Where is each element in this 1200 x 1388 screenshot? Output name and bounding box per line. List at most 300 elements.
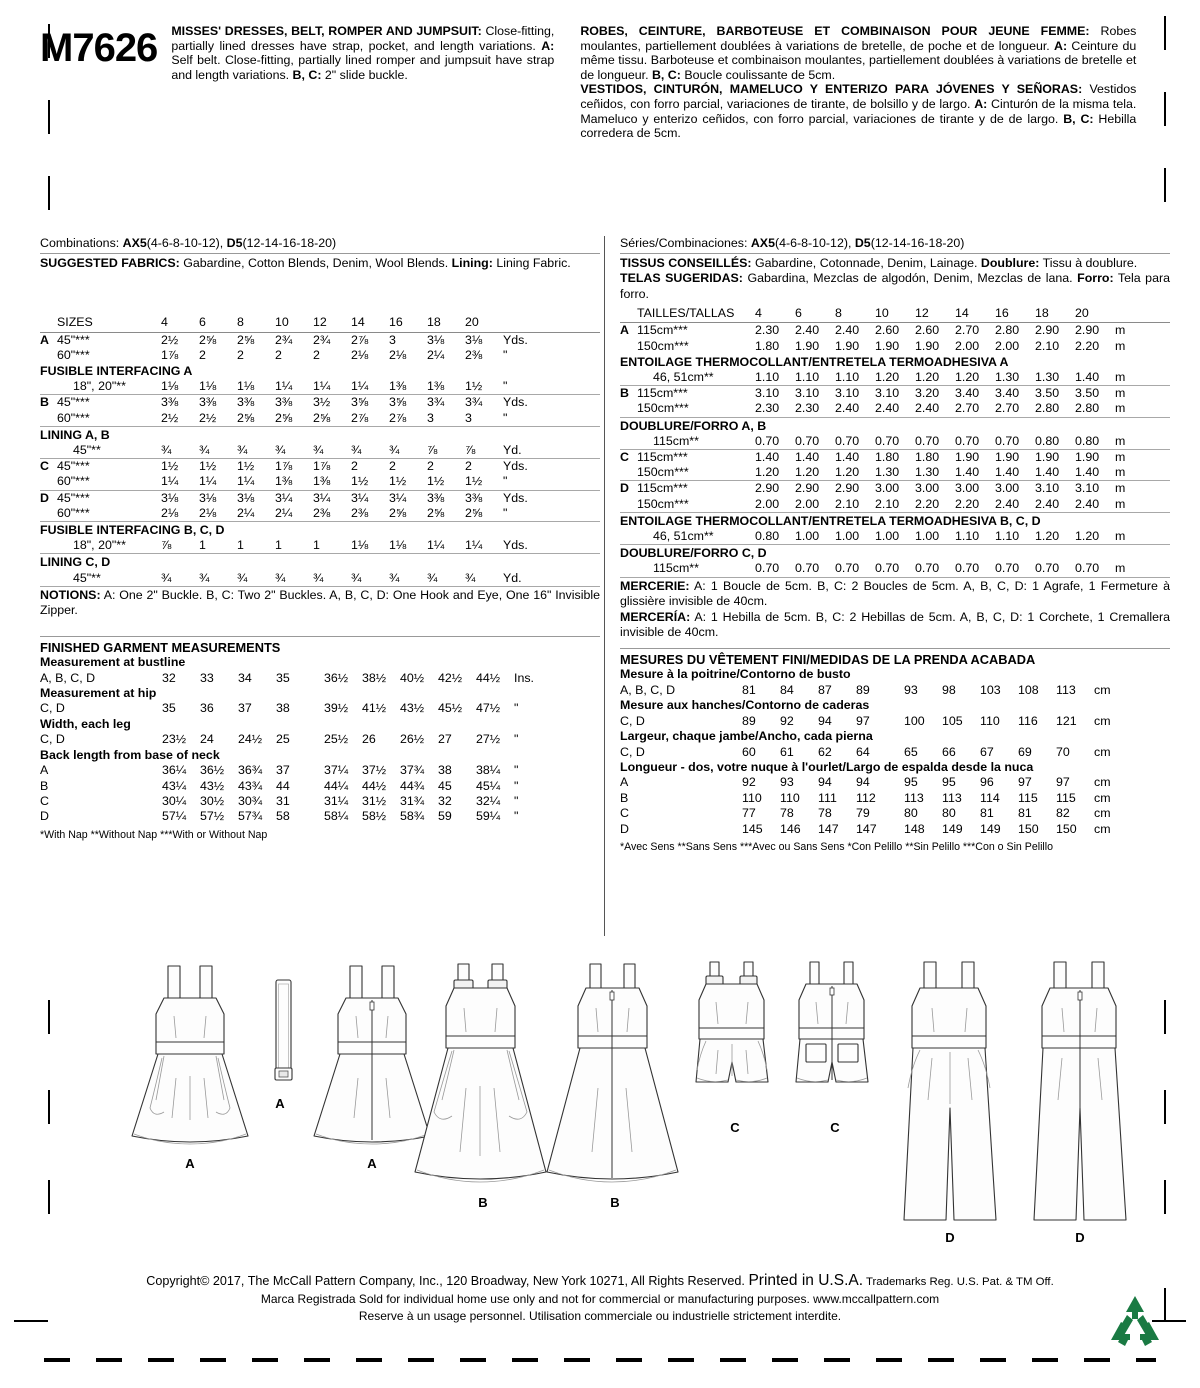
fgm-value: 80 [942, 806, 956, 821]
yardage-row [620, 401, 1170, 417]
fgm-value: 147 [856, 821, 877, 836]
yardage-value: 1⅞ [161, 347, 179, 362]
yardage-value: ⅞ [465, 443, 503, 459]
fgm-value: 27½ [476, 732, 501, 747]
yardage-value: 2⅝ [427, 506, 465, 522]
suggested-fabrics-fr [620, 256, 1170, 271]
yardage-row [40, 379, 600, 395]
width-label: 18", 20"** [57, 538, 161, 554]
yardage-value: 1 [275, 538, 313, 554]
yardage-value: 2.20 [1075, 338, 1100, 353]
figure-a-belt [268, 976, 298, 1111]
yardage-value: 3.00 [915, 481, 940, 496]
yardage-value: 1.00 [875, 529, 915, 545]
view-letter [620, 561, 637, 577]
yardage-value: 2⅜ [313, 506, 351, 522]
size-header: 20 [465, 315, 503, 332]
yardage-unit: m [1115, 561, 1170, 577]
yardage-value: 1.90 [995, 450, 1020, 465]
unit-header [503, 315, 600, 332]
width-label: 18", 20"** [57, 379, 161, 395]
figure-label: B [478, 1195, 488, 1210]
combination-code-d5: D5 [226, 236, 243, 250]
yardage-row [40, 506, 600, 522]
figure-label: A [367, 1156, 377, 1171]
fgm-unit: " [514, 732, 519, 747]
yardage-value: 1¼ [465, 538, 503, 554]
size-header: 4 [755, 306, 795, 323]
fgm-value: 149 [980, 821, 1001, 836]
yardage-unit: Yd. [503, 571, 600, 587]
yardage-value: 1.80 [755, 338, 780, 353]
yardage-value: 1½ [161, 459, 179, 474]
lining-text: Lining Fabric. [492, 256, 571, 270]
fgm-value: 43½ [200, 778, 225, 793]
yardage-value: 2.40 [1035, 497, 1075, 513]
yardage-value: 3.00 [995, 481, 1020, 496]
view-letter [40, 443, 57, 459]
size-header: 6 [795, 306, 835, 323]
yardage-row [620, 561, 1170, 577]
desc-en-body: Close-fitting, partially lined dresses have strap, pocket, and length variations. [171, 24, 555, 53]
yardage-value: ¾ [313, 571, 351, 587]
desc-en-a-label: A: [541, 38, 555, 53]
fgm-value: 121 [1056, 713, 1077, 728]
size-header: 16 [389, 315, 427, 332]
fgm-value: 150 [1056, 821, 1077, 836]
yardage-value: 2 [275, 347, 282, 362]
fgm-value: 69 [1018, 744, 1032, 759]
yardage-value: 1¼ [427, 538, 465, 554]
yardage-value: 1.40 [795, 450, 820, 465]
yardage-value: 1½ [465, 474, 503, 490]
size-header: 16 [995, 306, 1035, 323]
fgm-value: 32 [438, 793, 452, 808]
fgm-value: 95 [904, 775, 918, 790]
yardage-value: 2¼ [275, 506, 313, 522]
fgm-value: 89 [742, 713, 756, 728]
yardage-value: 2⅝ [465, 506, 503, 522]
yardage-value: ¾ [389, 443, 427, 459]
combination-code-ax5: AX5 [122, 236, 147, 250]
fgm-value: 93 [780, 775, 794, 790]
fgm-subhead: Mesure à la poitrine/Contorno de busto [620, 667, 851, 682]
yardage-value: 2.40 [995, 497, 1035, 513]
yardage-unit: m [1115, 434, 1170, 450]
fgm-row [40, 732, 600, 747]
combinations-fr-label: Séries/Combinaciones: [620, 236, 751, 250]
width-label: 45"** [57, 571, 161, 587]
width-label: 115cm*** [637, 481, 688, 496]
yardage-value: 1.90 [955, 450, 980, 465]
yardage-value: 1.30 [915, 465, 955, 481]
yardage-value: 1.10 [955, 529, 995, 545]
trademark-text: Trademarks Reg. U.S. Pat. & TM Off. [863, 1276, 1054, 1288]
desc-en-bc-text: 2" slide buckle. [321, 67, 408, 82]
yardage-value: 1.90 [1035, 450, 1060, 465]
yardage-value: 1⅛ [161, 379, 199, 395]
yardage-value: 3⅛ [427, 332, 445, 347]
yardage-value: 3.50 [1075, 386, 1100, 401]
view-letter [620, 434, 637, 450]
view-letter [620, 401, 637, 417]
yardage-value: 0.70 [755, 561, 795, 577]
yardage-section-header: LINING A, B [40, 427, 110, 442]
yardage-value: 0.70 [835, 434, 875, 450]
yardage-value: 3¼ [275, 490, 293, 505]
yardage-value: ⅞ [161, 538, 199, 554]
telas-sugeridas-title: TELAS SUGERIDAS: [620, 271, 743, 286]
fgm-value: 31 [276, 793, 290, 808]
yardage-value: 1⅛ [199, 379, 237, 395]
yardage-value: 1½ [465, 379, 503, 395]
fgm-value: 23½ [162, 732, 187, 747]
yardage-section-header: LINING C, D [40, 555, 111, 570]
view-letter: D [620, 481, 629, 496]
view-letter [620, 497, 637, 513]
size-header: 10 [275, 315, 313, 332]
fgm-value: 78 [818, 806, 832, 821]
yardage-table-metric [620, 306, 1170, 577]
yardage-value: ¾ [275, 571, 313, 587]
yardage-value: 1¼ [199, 474, 237, 490]
desc-es-heading: VESTIDOS, CINTURÓN, MAMELUCO Y ENTERIZO PARA JÓVENES Y SEÑORAS: [580, 82, 1083, 97]
yardage-value: 2.20 [915, 497, 955, 513]
fgm-value: 81 [742, 682, 756, 697]
yardage-value: ¾ [465, 571, 503, 587]
combination-code-d5-fr: D5 [854, 236, 871, 250]
yardage-value: 1⅛ [389, 538, 427, 554]
fgm-row [620, 775, 1170, 790]
yardage-unit: " [503, 506, 600, 522]
yardage-value: 3⅝ [389, 395, 407, 410]
yardage-value: 1½ [427, 474, 465, 490]
yardage-unit: m [1115, 386, 1126, 401]
yardage-value: 2.10 [875, 497, 915, 513]
view-letter [40, 474, 57, 490]
yardage-value: 2 [465, 459, 472, 474]
yardage-value: 2.70 [995, 401, 1035, 417]
fgm-gap [314, 671, 324, 686]
fgm-view-label: C, D [40, 701, 65, 716]
sizes-header-cell [620, 306, 637, 323]
footer [0, 1272, 1200, 1325]
yardage-value: 1.40 [1075, 465, 1115, 481]
fgm-gap [314, 794, 324, 809]
yardage-row [40, 395, 600, 411]
fgm-value: 108 [1018, 682, 1039, 697]
tissus-conseilles-text: Gabardine, Cotonnade, Denim, Lainage. [751, 256, 981, 270]
yardage-section-header: DOUBLURE/FORRO C, D [620, 546, 767, 561]
yardage-value: 3.50 [1035, 386, 1060, 401]
view-letter [620, 339, 637, 354]
yardage-unit: m [1115, 323, 1126, 338]
fgm-value: 44¾ [400, 778, 425, 793]
fgm-value: 110 [780, 790, 800, 805]
yardage-value: ¾ [199, 443, 237, 459]
yardage-value: 3.00 [875, 481, 900, 496]
yardage-value: 2⅝ [275, 411, 313, 427]
desc-es-a-label: A: [974, 96, 988, 111]
fgm-gap [894, 683, 904, 698]
fgm-subhead: Measurement at bustline [40, 655, 186, 670]
yardage-value: 2.20 [955, 497, 995, 513]
fgm-view-label: A [40, 763, 49, 778]
yardage-value: 0.70 [875, 561, 915, 577]
yardage-value: 1¼ [313, 379, 351, 395]
fgm-view-label: D [40, 809, 49, 824]
fgm-unit: " [514, 793, 519, 808]
fgm-value: 25 [276, 732, 290, 747]
size-header: 10 [875, 306, 915, 323]
fgm-gap [894, 714, 904, 729]
fgm-value: 43¾ [238, 778, 263, 793]
yardage-value: 2.40 [795, 323, 820, 338]
copyright-text: Copyright© 2017, The McCall Pattern Company, Inc., 120 Broadway, New York 10271, All Rights Reserved. [146, 1274, 749, 1288]
fgm-value: 147 [818, 821, 839, 836]
footer-line-2: Marca Registrada Sold for individual home use only and not for commercial or manufacturing purposes. www.mccallpattern.com [260, 1292, 940, 1306]
desc-es-bc-label: B, C: [1063, 111, 1094, 126]
view-letter [40, 379, 57, 395]
yardage-value: ¾ [161, 571, 199, 587]
mercerie-title: MERCERIE: [620, 578, 690, 593]
fgm-value: 81 [980, 806, 994, 821]
figure-label: C [730, 1120, 740, 1135]
fgm-value: 26 [362, 732, 376, 747]
yardage-value: 1⅛ [237, 379, 275, 395]
notions-en [40, 588, 600, 618]
fgm-value: 111 [818, 790, 837, 805]
fgm-value: 39½ [324, 701, 349, 716]
yardage-value: 0.70 [795, 561, 835, 577]
sizes-header: TAILLES/TALLAS [637, 306, 755, 323]
fgm-gap [894, 775, 904, 790]
yardage-value: 2½ [161, 332, 179, 347]
fgm-subhead: Longueur - dos, votre nuque à l'ourlet/Largo de espalda desde la nuca [620, 759, 1034, 774]
yardage-value: 2.00 [795, 497, 835, 513]
fgm-value: 70 [1056, 744, 1070, 759]
fgm-gap [894, 806, 904, 821]
yardage-value: 2⅛ [161, 506, 199, 522]
combination-sizes-ax5: (4-6-8-10-12), [146, 236, 227, 250]
fgm-gap [314, 763, 324, 778]
yardage-value: 2.80 [1075, 401, 1115, 417]
fgm-unit: cm [1094, 744, 1111, 759]
yardage-value: 1.80 [875, 450, 900, 465]
yardage-value: 1 [313, 538, 351, 554]
fgm-row [620, 745, 1170, 760]
fgm-value: 38¼ [476, 763, 501, 778]
view-letter [620, 370, 637, 386]
fgm-view-label: A, B, C, D [40, 670, 96, 685]
yardage-value: 1.10 [835, 370, 875, 386]
yardage-value: 2.00 [755, 497, 795, 513]
fgm-view-label: A, B, C, D [620, 682, 676, 697]
sizes-header: SIZES [57, 315, 161, 332]
yardage-value: 3⅛ [465, 332, 483, 347]
yardage-value: 1.20 [795, 465, 835, 481]
yardage-value: 2.40 [875, 401, 915, 417]
width-label: 115cm*** [637, 323, 688, 338]
yardage-value: 2.40 [915, 401, 955, 417]
width-label: 46, 51cm** [637, 370, 755, 386]
fgm-value: 44 [276, 778, 290, 793]
fgm-value: 89 [856, 682, 870, 697]
yardage-value: 2.90 [795, 481, 820, 496]
yardage-value: 3⅜ [427, 490, 445, 505]
figure-label: A [185, 1156, 195, 1171]
fgm-value: 25½ [324, 732, 349, 747]
yardage-value: 3⅛ [199, 490, 217, 505]
yardage-row [620, 323, 1170, 339]
fgm-value: 42½ [438, 670, 463, 685]
fgm-row [40, 794, 600, 809]
yardage-row [620, 339, 1170, 354]
yardage-value: ⅞ [427, 443, 465, 459]
view-letter: B [620, 386, 629, 401]
fgm-value: 113 [942, 790, 962, 805]
yardage-value: 3.40 [995, 386, 1020, 401]
yardage-value: 3⅛ [237, 490, 255, 505]
yardage-value: 2⅝ [237, 411, 275, 427]
desc-fr-colon: : [1085, 24, 1090, 38]
fgm-title-fr: MESURES DU VÊTEMENT FINI/MEDIDAS DE LA PRENDA ACABADA [620, 652, 1036, 668]
desc-en-a-text: Self belt. Close-fitting, partially lined romper and jumpsuit have strap and length variations. [171, 53, 555, 82]
yardage-row [40, 474, 600, 490]
column-french-spanish [610, 236, 1170, 853]
size-header: 8 [237, 315, 275, 332]
yardage-value: 1.40 [1075, 370, 1115, 386]
fgm-value: 30½ [200, 793, 225, 808]
tissus-conseilles-title: TISSUS CONSEILLÉS: [620, 256, 752, 270]
yardage-value: 2⅛ [199, 506, 237, 522]
yardage-value: 3.10 [1035, 481, 1060, 496]
yardage-unit: " [503, 474, 600, 490]
yardage-value: 0.70 [875, 434, 915, 450]
fgm-gap [894, 791, 904, 806]
yardage-value: 2.90 [755, 481, 780, 496]
fgm-unit: cm [1094, 806, 1111, 821]
figure-label: B [610, 1195, 620, 1210]
fgm-value: 105 [942, 713, 963, 728]
yardage-value: 2⅞ [351, 411, 389, 427]
fgm-value: 67 [980, 744, 994, 759]
fgm-value: 35 [276, 670, 290, 685]
fgm-value: 36½ [200, 763, 225, 778]
fgm-value: 38 [438, 763, 452, 778]
crop-tick [1164, 168, 1166, 202]
width-label: 150cm*** [637, 497, 755, 513]
fgm-value: 37 [276, 763, 290, 778]
footer-line-3: Reserve à un usage personnel. Utilisation commerciale ou industrielle strictement interdite. [358, 1309, 842, 1323]
fgm-row [40, 779, 600, 794]
fgm-unit: " [514, 778, 519, 793]
yardage-value: 3.20 [915, 386, 940, 401]
yardage-value: 0.70 [795, 434, 835, 450]
view-letter: D [40, 490, 49, 505]
yardage-value: 2.30 [755, 323, 780, 338]
fgm-value: 38½ [362, 670, 387, 685]
column-english [40, 236, 610, 853]
yardage-value: 0.80 [1035, 434, 1075, 450]
yardage-value: 0.70 [835, 561, 875, 577]
yardage-value: 2⅜ [351, 506, 389, 522]
yardage-value: 0.70 [915, 561, 955, 577]
fgm-value: 94 [818, 713, 832, 728]
yardage-unit: Yds. [503, 395, 528, 410]
yardage-row [40, 459, 600, 475]
fgm-value: 103 [980, 682, 1001, 697]
description-french-spanish [566, 24, 1136, 141]
fgm-unit: cm [1094, 713, 1111, 728]
yardage-value: 0.70 [955, 434, 995, 450]
yardage-value: 1.80 [915, 450, 940, 465]
finished-measurements-metric [620, 667, 1170, 836]
fgm-row [620, 791, 1170, 806]
width-label: 45"*** [57, 459, 90, 474]
nap-note-fr: *Avec Sens **Sans Sens ***Avec ou Sans Sens *Con Pelillo **Sin Pelillo ***Con o Sin Pelillo [620, 840, 1054, 853]
view-letter: A [620, 323, 629, 338]
suggested-fabrics-text: Gabardine, Cotton Blends, Denim, Wool Blends. [179, 256, 452, 270]
yardage-value: ¾ [313, 443, 351, 459]
yardage-value: 1.20 [875, 370, 915, 386]
size-header: 18 [1035, 306, 1075, 323]
yardage-value: 1¼ [351, 379, 389, 395]
fgm-subhead: Back length from base of neck [40, 747, 220, 762]
fgm-value: 65 [904, 744, 918, 759]
yardage-value: 2 [389, 459, 396, 474]
fgm-unit: Ins. [514, 670, 534, 685]
yardage-value: 1.90 [915, 338, 940, 353]
yardage-row [620, 529, 1170, 545]
desc-es-a-text: Cinturón de la misma tela. Mameluco y enterizo ceñidos, con forro parcial, variaciones de tirante y de de largo. [580, 96, 1137, 126]
yardage-value: 3.10 [755, 386, 780, 401]
yardage-value: 2.90 [1075, 323, 1100, 338]
yardage-value: 2.40 [1075, 497, 1115, 513]
yardage-row [620, 481, 1170, 497]
fgm-value: 58½ [362, 809, 387, 824]
yardage-value: 0.70 [755, 434, 795, 450]
fgm-value: 112 [856, 790, 876, 805]
width-label: 45"*** [57, 395, 90, 410]
fgm-value: 92 [780, 713, 794, 728]
fgm-value: 81 [1018, 806, 1032, 821]
divider [620, 648, 1170, 649]
fgm-value: 146 [780, 821, 801, 836]
fgm-value: 114 [980, 790, 1000, 805]
yardage-unit: m [1115, 465, 1170, 481]
body-columns [40, 236, 1170, 853]
width-label: 115cm*** [637, 450, 688, 465]
desc-fr-a-label: A: [1054, 38, 1068, 53]
description-english [171, 24, 566, 141]
fgm-value: 62 [818, 744, 832, 759]
yardage-row [40, 443, 600, 459]
yardage-value: 1.00 [795, 529, 835, 545]
yardage-value: 3⅜ [199, 395, 217, 410]
desc-fr-bc-text: Boucle coulissante de 5cm. [680, 67, 836, 82]
doublure-title: Doublure: [980, 256, 1040, 270]
sizes-header-cell [40, 315, 57, 332]
yardage-unit: m [1115, 370, 1170, 386]
yardage-value: 2.60 [915, 323, 940, 338]
finished-measurements-imperial [40, 655, 600, 824]
forro-text: Tela para forro. [620, 271, 1170, 301]
fgm-value: 94 [818, 775, 832, 790]
yardage-value: 1.10 [995, 529, 1035, 545]
yardage-value: 2⅞ [351, 332, 369, 347]
header [40, 24, 1170, 141]
